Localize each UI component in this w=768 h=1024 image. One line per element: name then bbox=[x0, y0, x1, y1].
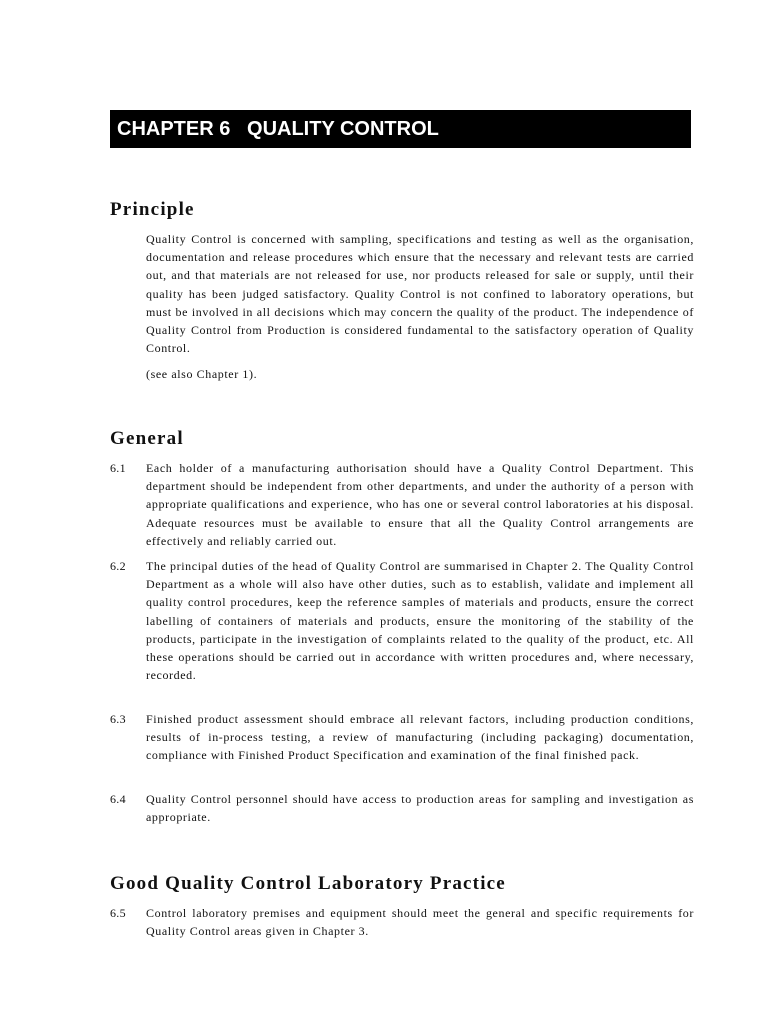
general-heading: General bbox=[110, 428, 184, 449]
clause-6-1 bbox=[110, 459, 694, 550]
principle-reference: (see also Chapter 1). bbox=[146, 367, 258, 381]
clause-number: 6.2 bbox=[110, 559, 126, 573]
clause-text: The principal duties of the head of Quality Control are summarised in Chapter 2. The Quality Control Department as a whole will also have other duties, such as to establish, validate and implement all quality control procedures, keep the reference samples of materials and products, ensure the correct labelling of containers of materials and products, ensure the monitoring of the stability of the products, participate in the investigation of complaints related to the quality of the product, etc. All these operations should be carried out in accordance with written procedures and, where necessary, recorded. bbox=[146, 559, 694, 683]
principle-paragraph: Quality Control is concerned with sampling, specifications and testing as well as the organisation, documentation and release procedures which ensure that the necessary and relevant tests are carried out, and that materials are not released for use, nor products released for sale or supply, until their quality has been judged satisfactory. Quality Control is not confined to laboratory operations, but must be involved in all decisions which may concern the quality of the product. The independence of Quality Control from Production is considered fundamental to the satisfactory operation of Quality Control. bbox=[146, 232, 694, 356]
clause-number: 6.1 bbox=[110, 461, 126, 475]
clause-text: Control laboratory premises and equipment should meet the general and specific requirements for Quality Control areas given in Chapter 3. bbox=[146, 906, 694, 939]
clause-6-2 bbox=[110, 557, 694, 684]
clause-6-4 bbox=[110, 790, 694, 826]
clause-text: Each holder of a manufacturing authorisation should have a Quality Control Department. This department should be independent from other departments, and under the authority of a person with appropriate qualifications and experience, who has one or several control laboratories at his disposal. Adequate resources must be available to ensure that all the Quality Control arrangements are effectively and reliably carried out. bbox=[146, 461, 694, 548]
clause-number: 6.3 bbox=[110, 712, 126, 726]
lab-practice-heading: Good Quality Control Laboratory Practice bbox=[110, 873, 506, 894]
principle-heading: Principle bbox=[110, 199, 195, 220]
clause-6-3 bbox=[110, 710, 694, 765]
clause-text: Finished product assessment should embrace all relevant factors, including production conditions, results of in-process testing, a review of manufacturing (including packaging) documentation, compliance with Finished Product Specification and examination of the final finished pack. bbox=[146, 712, 694, 763]
clause-number: 6.4 bbox=[110, 792, 126, 806]
clause-number: 6.5 bbox=[110, 906, 126, 920]
chapter-title-bar: CHAPTER 6 QUALITY CONTROL bbox=[110, 110, 691, 148]
clause-6-5 bbox=[110, 904, 694, 940]
clause-text: Quality Control personnel should have access to production areas for sampling and investigation as appropriate. bbox=[146, 792, 694, 825]
